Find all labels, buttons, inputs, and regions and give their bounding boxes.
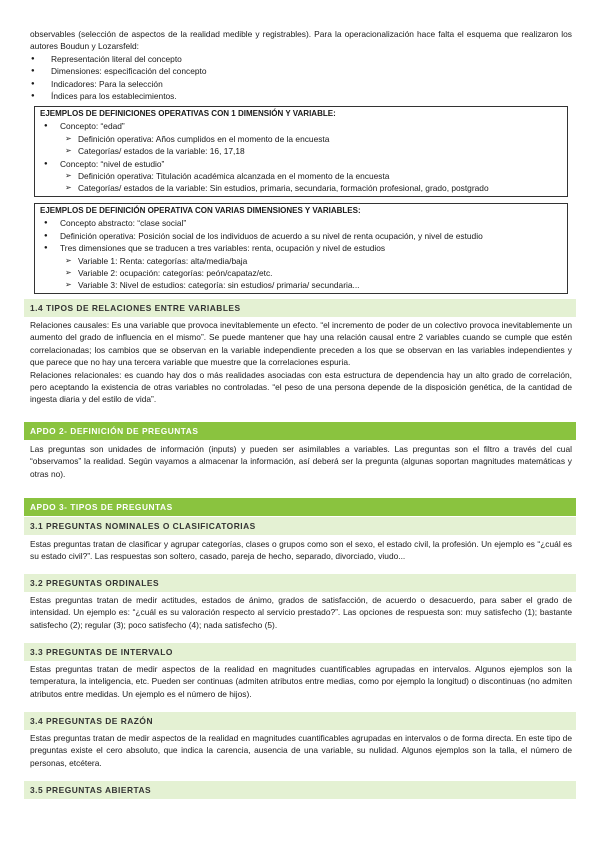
box-item: ● Concepto: “edad” bbox=[40, 120, 562, 132]
section-header-ratio: 3.4 PREGUNTAS DE RAZÓN bbox=[24, 712, 576, 730]
box-item: ● Tres dimensiones que se traducen a tres variables: renta, ocupación y nivel de estudios bbox=[40, 242, 562, 254]
paragraph: Las preguntas son unidades de información (inputs) y pueden ser asimilables a variables. Las preguntas son el filtro a través del cual “observamos” la realidad. Según vayamos a almacenar la información, así deberá ser la pregunta (algunas soportan magnitudes matemáticas y otras no). bbox=[30, 444, 572, 479]
section-body-relations bbox=[30, 319, 572, 406]
section-header-open: 3.5 PREGUNTAS ABIERTAS bbox=[24, 781, 576, 799]
example-box-multi-dimension bbox=[34, 203, 568, 294]
example-box-single-dimension bbox=[34, 106, 568, 197]
box-item: ● Definición operativa: Posición social de los individuos de acuerdo a su nivel de renta ocupación, y nivel de estudio bbox=[40, 230, 562, 242]
section-body-nominal bbox=[30, 538, 572, 563]
box-subitem: ➢ Variable 1: Renta: categorías: alta/media/baja bbox=[40, 255, 562, 267]
intro-bullet-list bbox=[30, 53, 572, 103]
section-header-apdo3: APDO 3- TIPOS DE PREGUNTAS bbox=[24, 498, 576, 516]
box-subitem: ➢ Categorías/ estados de la variable: 16, 17,18 bbox=[40, 145, 562, 157]
paragraph: Estas preguntas tratan de medir actitudes, estados de ánimo, grados de satisfacción, de acuerdo o desacuerdo, para saber el grado de intensidad. Un ejemplo es: “¿cuál es su valoración respecto al servicio prestado?”. Las opciones de respuesta son: muy satisfecho (1); bastante satisfecho (2); regular (3); poco satisfecho (4); nada satisfecho (5). bbox=[30, 595, 572, 630]
section-body-interval bbox=[30, 663, 572, 700]
section-header-relations: 1.4 TIPOS DE RELACIONES ENTRE VARIABLES bbox=[24, 299, 576, 317]
box-title: EJEMPLOS DE DEFINICIÓN OPERATIVA CON VARIAS DIMENSIONES Y VARIABLES: bbox=[40, 206, 361, 215]
intro-paragraph: observables (selección de aspectos de la realidad medible y registrables). Para la operacionalización hace falta el esquema que realizaron los autores Boudun y Lozarsfeld: bbox=[30, 29, 572, 52]
box-list bbox=[40, 217, 562, 291]
paragraph: Estas preguntas tratan de medir aspectos de la realidad en magnitudes cuantificables agrupadas en intervalos. Algunos ejemplos son la temperatura, la inteligencia, etc. Pueden ser continuas (admiten atributos entre medias, como por ejemplo la longitud) o discontinuas (no admiten atributos entre medidas. Un ejemplo es el número de hijos). bbox=[30, 664, 572, 699]
paragraph: Estas preguntas tratan de medir aspectos de la realidad en magnitudes cuantificables agrupadas en intervalos o de forma directa. En este tipo de preguntas existe el cero absoluto, que indica la carencia, ausencia de una variable, su nulidad. Algunos ejemplos son la talla, el número de personas, etcétera. bbox=[30, 733, 572, 768]
box-item: ● Concepto: “nivel de estudio” bbox=[40, 158, 562, 170]
box-title: EJEMPLOS DE DEFINICIONES OPERATIVAS CON 1 DIMENSIÓN Y VARIABLE: bbox=[40, 109, 336, 118]
section-header-interval: 3.3 PREGUNTAS DE INTERVALO bbox=[24, 643, 576, 661]
paragraph: Estas preguntas tratan de clasificar y agrupar categorías, clases o grupos como son el sexo, el estado civil, la profesión. Un ejemplo es “¿cuál es su estado civil?”. Las respuestas son soltero, casado, pareja de hecho, separado, divorciado, viudo... bbox=[30, 539, 572, 562]
box-subitem: ➢ Definición operativa: Titulación académica alcanzada en el momento de la encuesta bbox=[40, 170, 562, 182]
intro-bullet: ● Indicadores: Para la selección bbox=[30, 78, 572, 90]
intro-bullet: ● Dimensiones: especificación del concepto bbox=[30, 65, 572, 77]
intro-bullet: ● Representación literal del concepto bbox=[30, 53, 572, 65]
section-header-apdo2: APDO 2- DEFINICIÓN DE PREGUNTAS bbox=[24, 422, 576, 440]
section-body-ordinal bbox=[30, 594, 572, 631]
intro-bullet: ● Índices para los establecimientos. bbox=[30, 90, 572, 102]
box-subitem: ➢ Variable 3: Nivel de estudios: categoría: sin estudios/ primaria/ secundaria... bbox=[40, 279, 562, 291]
intro-block bbox=[30, 28, 572, 102]
section-header-ordinal: 3.2 PREGUNTAS ORDINALES bbox=[24, 574, 576, 592]
section-body-ratio bbox=[30, 732, 572, 769]
section-header-nominal: 3.1 PREGUNTAS NOMINALES O CLASIFICATORIAS bbox=[24, 517, 576, 535]
box-subitem: ➢ Categorías/ estados de la variable: Sin estudios, primaria, secundaria, formación profesional, grado, postgrado bbox=[40, 182, 562, 194]
box-list bbox=[40, 120, 562, 194]
section-body-apdo2 bbox=[30, 443, 572, 480]
paragraph: Relaciones relacionales: es cuando hay dos o más realidades asociadas con esta estructura de dependencia hay un alto grado de correlación, pero aceptando la existencia de otras variables no controladas. “el peso de una persona depende de la disposición genética, de la cantidad de ingesta diaria y del estilo de vida”. bbox=[30, 369, 572, 405]
box-subitem: ➢ Definición operativa: Años cumplidos en el momento de la encuesta bbox=[40, 133, 562, 145]
box-item: ● Concepto abstracto: “clase social” bbox=[40, 217, 562, 229]
box-subitem: ➢ Variable 2: ocupación: categorías: peón/capataz/etc. bbox=[40, 267, 562, 279]
paragraph: Relaciones causales: Es una variable que provoca inevitablemente un efecto. “el incremento de poder de un colectivo provoca inevitablemente un aumento del grado de influencia en el mismo”. Se puede mantener que hay una relación causal entre 2 variables cuando se cumple que estén correlacionadas; los cambios que se observan en la variable independiente preceden a los que se observan en las variables independientes y que parece que no hay una tercera variable que muestre que la correlaciones espuria. bbox=[30, 320, 572, 368]
